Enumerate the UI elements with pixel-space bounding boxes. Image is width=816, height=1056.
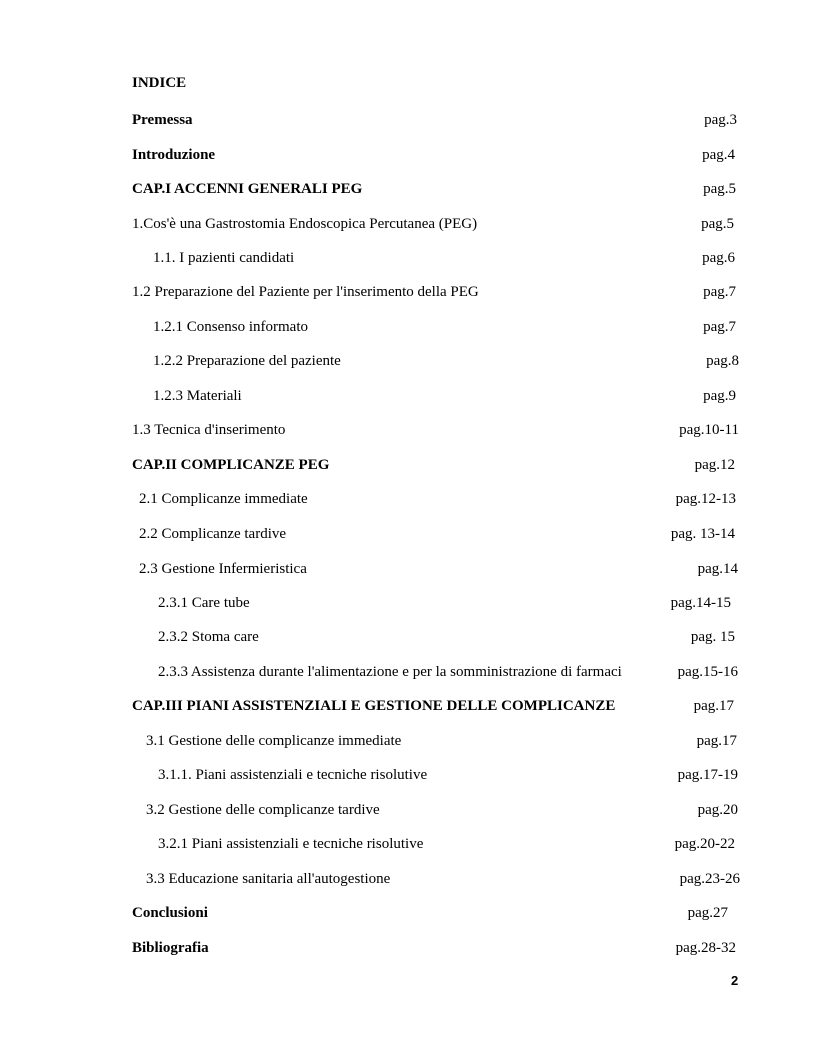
toc-entry [0, 592, 816, 614]
toc-entry-label: 3.1.1. Piani assistenziali e tecniche risolutive [158, 767, 428, 783]
toc-entry [0, 902, 816, 924]
toc-entry [0, 350, 816, 372]
toc-entry-page: pag.5 [701, 216, 734, 232]
toc-entry-label: Premessa [132, 112, 193, 128]
toc-entry-page: pag.4 [702, 147, 735, 163]
toc-entry-label: 3.1 Gestione delle complicanze immediate [146, 733, 402, 749]
toc-entry-page: pag.20 [697, 802, 738, 818]
toc-entry-label: 1.2.1 Consenso informato [153, 319, 308, 335]
toc-entry [0, 868, 816, 890]
toc-entry-page: pag.9 [703, 388, 736, 404]
toc-entry-label: 1.2.3 Materiali [153, 388, 242, 404]
toc-entry-page: pag. 13-14 [670, 526, 735, 542]
toc-entry-page: pag.7 [703, 284, 736, 300]
toc-entry-label: Bibliografia [132, 940, 209, 956]
toc-entry-page: pag.10-11 [679, 422, 739, 438]
toc-entry [0, 937, 816, 959]
toc-entry [0, 385, 816, 407]
toc-entry [0, 626, 816, 648]
toc-entry-page: pag.17 [696, 733, 737, 749]
toc-entry-label: 1.1. I pazienti candidati [153, 250, 295, 266]
page-number: 2 [731, 973, 739, 988]
toc-entry-label: 2.3.3 Assistenza durante l'alimentazione e per la somministrazione di farmaci [158, 664, 622, 680]
toc-entry-label: 1.2 Preparazione del Paziente per l'inserimento della PEG [132, 284, 479, 300]
toc-entry-label: 3.3 Educazione sanitaria all'autogestione [146, 871, 391, 887]
toc-entry [0, 178, 816, 200]
toc-entry [0, 281, 816, 303]
toc-entry [0, 764, 816, 786]
toc-entry-label: 2.1 Complicanze immediate [139, 491, 308, 507]
toc-entry [0, 523, 816, 545]
toc-entry [0, 661, 816, 683]
toc-entry-page: pag. 15 [690, 629, 735, 645]
toc-entry-page: pag.20-22 [674, 836, 735, 852]
toc-entry [0, 144, 816, 166]
toc-entry-label: 3.2.1 Piani assistenziali e tecniche risolutive [158, 836, 424, 852]
toc-entry-label: 2.3.1 Care tube [158, 595, 250, 611]
toc-entry [0, 730, 816, 752]
toc-entry-page: pag.23-26 [679, 871, 740, 887]
toc-entry-label: 3.2 Gestione delle complicanze tardive [146, 802, 380, 818]
toc-entry-page: pag.5 [703, 181, 736, 197]
toc-entry [0, 695, 816, 717]
toc-entry-label: 1.3 Tecnica d'inserimento [132, 422, 286, 438]
toc-entry-label: CAP.III PIANI ASSISTENZIALI E GESTIONE DELLE COMPLICANZE [132, 698, 616, 714]
toc-entry [0, 316, 816, 338]
toc-entry-page: pag.28-32 [675, 940, 736, 956]
toc-title: INDICE [132, 75, 187, 91]
toc-entry-page: pag.14 [697, 561, 738, 577]
toc-entry [0, 558, 816, 580]
toc-entry-page: pag.14-15 [670, 595, 731, 611]
toc-entry-label: 2.3.2 Stoma care [158, 629, 259, 645]
toc-entry [0, 213, 816, 235]
toc-entry-label: 1.Cos'è una Gastrostomia Endoscopica Percutanea (PEG) [132, 216, 478, 232]
toc-entry-page: pag.6 [702, 250, 735, 266]
toc-entry-page: pag.12-13 [675, 491, 736, 507]
toc-entry-label: 1.2.2 Preparazione del paziente [153, 353, 341, 369]
toc-entry-page: pag.27 [687, 905, 728, 921]
toc-entry-page: pag.15-16 [677, 664, 738, 680]
toc-entry-label: 2.2 Complicanze tardive [139, 526, 287, 542]
toc-entry-page: pag.8 [706, 353, 739, 369]
toc-entry [0, 454, 816, 476]
toc-entry-label: 2.3 Gestione Infermieristica [139, 561, 307, 577]
toc-entry-label: CAP.I ACCENNI GENERALI PEG [132, 181, 363, 197]
toc-entry-page: pag.17 [693, 698, 734, 714]
toc-entry-page: pag.7 [703, 319, 736, 335]
toc-entry-page: pag.12 [694, 457, 735, 473]
toc-entry-page: pag.17-19 [677, 767, 738, 783]
toc-entry [0, 109, 816, 131]
toc-entry [0, 488, 816, 510]
toc-entry [0, 419, 816, 441]
toc-entry-page: pag.3 [704, 112, 737, 128]
toc-entry [0, 799, 816, 821]
toc-entry-label: Introduzione [132, 147, 216, 163]
toc-entry-label: CAP.II COMPLICANZE PEG [132, 457, 330, 473]
toc-entry [0, 247, 816, 269]
toc-entry-label: Conclusioni [132, 905, 208, 921]
toc-entry [0, 833, 816, 855]
